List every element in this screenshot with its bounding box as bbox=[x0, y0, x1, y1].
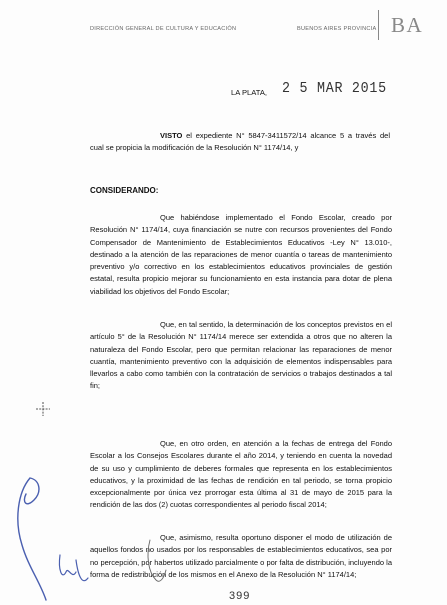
crosshair-icon bbox=[36, 402, 50, 416]
place-label: LA PLATA, bbox=[231, 88, 268, 97]
folio-number: 399 bbox=[229, 590, 251, 602]
header-divider bbox=[378, 10, 379, 40]
visto-paragraph bbox=[90, 130, 390, 155]
paragraph-3: Que, en otro orden, en atención a la fechas de entrega del Fondo Escolar a los Consejos Escolares durante el año 2014, y teniendo en cuenta la novedad de su uso y cumplimiento de deberes formales que representa en los establecimientos educativos, y la proximidad de las fechas de rendición en tal periodo, se torna propicio excepcionalmente por única vez prorrogar esta última al 31 de mayo de 2015 para la rendición de las dos (2) cuotas correspondientes al periodo fiscal 2014; bbox=[90, 439, 392, 510]
date-stamp: 2 5 MAR 2015 bbox=[282, 81, 387, 97]
header-ministry: DIRECCIÓN GENERAL DE CULTURA Y EDUCACIÓN bbox=[90, 26, 237, 32]
header-province: BUENOS AIRES PROVINCIA bbox=[297, 26, 377, 32]
visto-label: VISTO bbox=[160, 131, 183, 140]
logo-ba: BA bbox=[391, 13, 424, 37]
paragraph-1: Que habiéndose implementado el Fondo Escolar, creado por Resolución N° 1174/14, cuya financiación se nutre con recursos provenientes del Fondo Compensador de Mantenimiento de Establecimientos Educativos -Ley N° 13.010-, destinado a la atención de las reparaciones de menor cuantía o tareas de mantenimiento preventivo y/o correctivo en los establecimientos educativos provinciales de gestión estatal, resulta propicio mejorar su funcionamiento en esta instancia para dotar de plena viabilidad los objetivos del Fondo Escolar; bbox=[90, 213, 392, 296]
paragraph-4: Que, asimismo, resulta oportuno disponer el modo de utilización de aquellos fondos no usados por los responsables de establecimientos educativos, sea por no percepción, por habertos utilizado parcialmente o por falta de distribución, incluyendo la forma de redistribución de los mismos en el Anexo de la Resolución N° 1174/14; bbox=[90, 533, 392, 579]
paragraph-2: Que, en tal sentido, la determinación de los conceptos previstos en el artículo 5° de la Resolución N° 1174/14 merece ser extendida a otros que no alteren la naturaleza del Fondo Escolar, pero que permitan relacionar las reparaciones de menor cuantía, mantenimiento preventivo con la adquisición de elementos indispensables para llevarlos a cabo como también con la contratación de servicios o trabajos destinados a tal fin; bbox=[90, 320, 392, 391]
visto-text: el expediente N° 5847-3411572/14 alcance 5 a través del cual se propicia la modificación de la Resolución N° 1174/14, y bbox=[90, 131, 390, 153]
considerando-title: CONSIDERANDO: bbox=[90, 186, 159, 195]
